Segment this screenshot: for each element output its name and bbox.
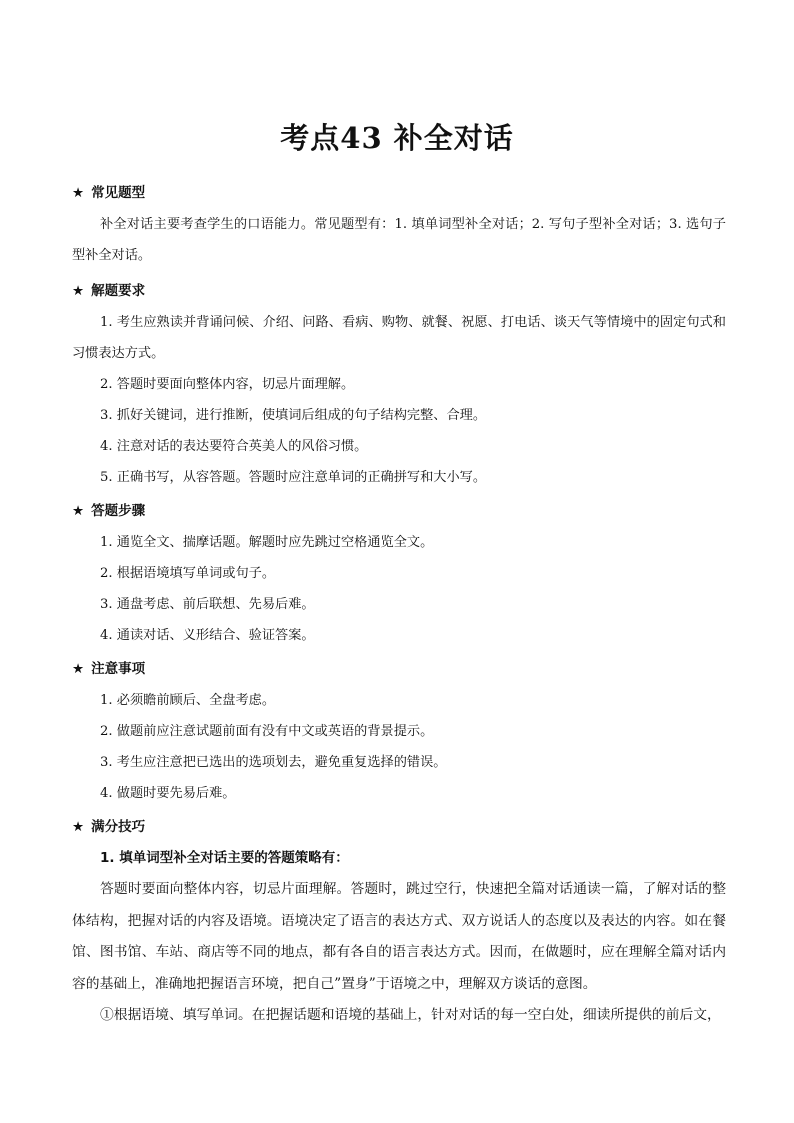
section-paragraph: ①根据语境、填写单词。在把握话题和语境的基础上，针对对话的每一空白处，细读所提供的前后文，: [100, 1007, 721, 1023]
section-common-question-types: [72, 182, 726, 271]
section-heading-label: 满分技巧: [91, 819, 146, 835]
star-icon: ★: [72, 503, 85, 519]
notes-list: [72, 685, 726, 809]
list-item: 4. 通读对话、义形结合、验证答案。: [100, 628, 315, 643]
section-heading-label: 注意事项: [91, 661, 146, 677]
section-solving-requirements: [72, 280, 726, 493]
section-heading: [72, 658, 726, 680]
requirements-list: [72, 307, 726, 493]
section-heading: [72, 182, 726, 204]
list-item: 2. 根据语境填写单词或句子。: [100, 566, 276, 581]
section-full-score-tips: [72, 816, 726, 1032]
list-item: 2. 答题时要面向整体内容，切忌片面理解。: [100, 377, 355, 392]
steps-list: [72, 527, 726, 651]
section-answer-steps: [72, 500, 726, 651]
list-item: 3. 考生应注意把已选出的选项划去，避免重复选择的错误。: [100, 755, 447, 770]
star-icon: ★: [72, 185, 85, 201]
section-heading-label: 解题要求: [91, 283, 146, 299]
star-icon: ★: [72, 819, 85, 835]
list-item: 5. 正确书写，从容答题。答题时应注意单词的正确拼写和大小写。: [100, 470, 487, 485]
document-body: [72, 182, 726, 1034]
list-item: 1. 考生应熟读并背诵问候、介绍、问路、看病、购物、就餐、祝愿、打电话、谈天气等情境中的固定句式和习惯表达方式。: [72, 315, 726, 361]
section-heading: [72, 500, 726, 522]
star-icon: ★: [72, 661, 85, 677]
list-item: 3. 通盘考虑、前后联想、先易后难。: [100, 597, 315, 612]
list-item: 3. 抓好关键词，进行推断，使填词后组成的句子结构完整、合理。: [100, 408, 487, 423]
page-title: 考点43 补全对话: [280, 121, 514, 155]
star-icon: ★: [72, 283, 85, 299]
list-item: 1. 必须瞻前顾后、全盘考虑。: [100, 693, 276, 708]
list-item: 4. 做题时要先易后难。: [100, 786, 236, 801]
section-paragraph: 答题时要面向整体内容，切忌片面理解。答题时，跳过空行，快速把全篇对话通读一篇，了解对话的整体结构，把握对话的内容及语境。语境决定了语言的表达方式、双方说话人的态度以及表达的内容。如在餐馆、图书馆、车站、商店等不同的地点，都有各自的语言表达方式。因而，在做题时，应在理解全篇对话内容的基础上，准确地把握语言环境，把自己”置身”于语境之中，理解双方谈话的意图。: [72, 881, 726, 992]
subsection-heading: 1. 填单词型补全对话主要的答题策略有：: [100, 850, 349, 866]
list-item: 1. 通览全文、揣摩话题。解题时应先跳过空格通览全文。: [100, 535, 434, 550]
section-heading: [72, 816, 726, 838]
section-heading-label: 答题步骤: [91, 503, 146, 519]
list-item: 2. 做题前应注意试题前面有没有中文或英语的背景提示。: [100, 724, 434, 739]
section-heading-label: 常见题型: [91, 185, 146, 201]
section-notes: [72, 658, 726, 809]
list-item: 4. 注意对话的表达要符合英美人的风俗习惯。: [100, 439, 368, 454]
section-paragraph: 补全对话主要考查学生的口语能力。常见题型有：1. 填单词型补全对话；2. 写句子型补全对话；3. 选句子型补全对话。: [72, 217, 726, 263]
section-heading: [72, 280, 726, 302]
